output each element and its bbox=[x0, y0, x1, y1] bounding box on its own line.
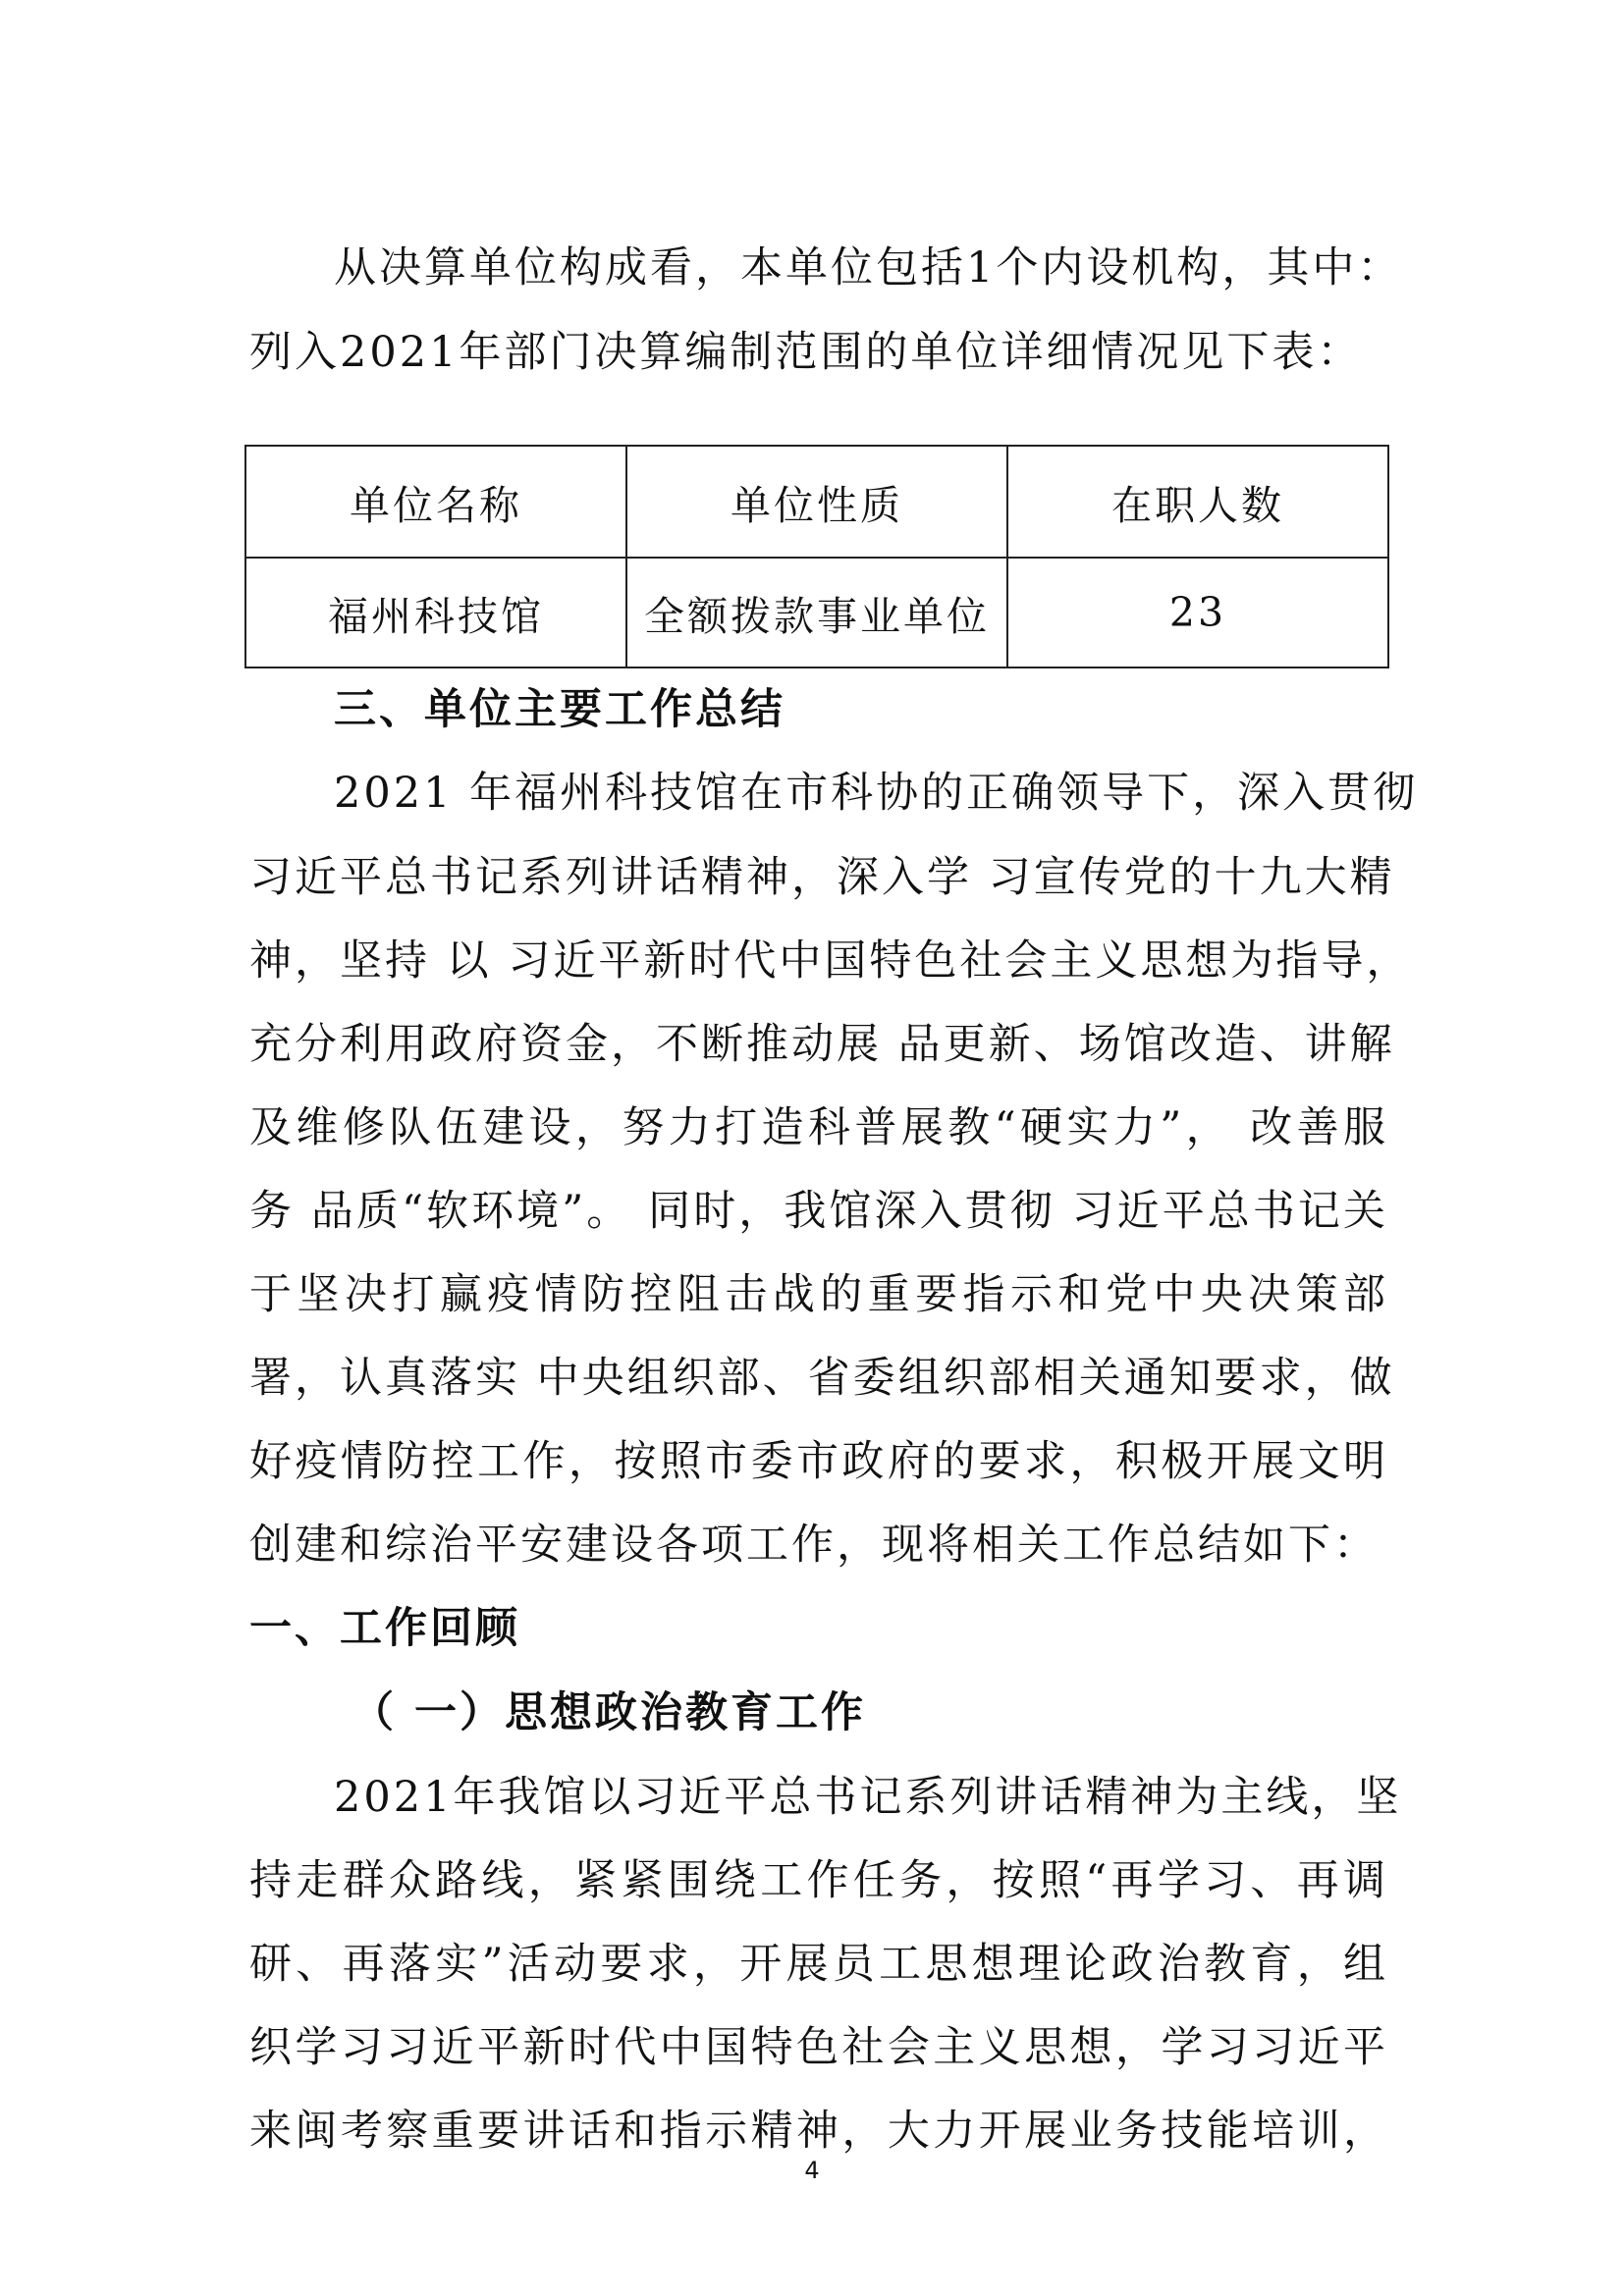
paragraph-line: 署，认真落实 中央组织部、省委组织部相关通知要求，做 bbox=[249, 1354, 1395, 1403]
paragraph-line: 充分利用政府资金，不断推动展 品更新、场馆改造、讲解 bbox=[249, 1020, 1395, 1069]
paragraph-line: 2021 年福州科技馆在市科协的正确领导下，深入贯彻 bbox=[334, 769, 1419, 818]
table-row bbox=[245, 558, 1388, 667]
subsection-heading: （ 一）思想政治教育工作 bbox=[352, 1688, 866, 1737]
intro-line-1: 从决算单位构成看，本单位包括1个内设机构，其中： bbox=[334, 243, 1403, 293]
paragraph-line: 于坚决打赢疫情防控阻击战的重要指示和党中央决策部 bbox=[249, 1270, 1388, 1319]
table-header-cell: 单位名称 bbox=[245, 446, 626, 558]
table-header-cell: 在职人数 bbox=[1007, 446, 1388, 558]
table-header-cell: 单位性质 bbox=[626, 446, 1007, 558]
paragraph-line: 及维修队伍建设，努力打造科普展教“硬实力”， 改善服 bbox=[249, 1103, 1388, 1152]
table-cell: 全额拨款事业单位 bbox=[626, 558, 1007, 667]
paragraph-line: 创建和综治平安建设各项工作，现将相关工作总结如下： bbox=[249, 1521, 1379, 1570]
intro-line-2: 列入2021年部门决算编制范围的单位详细情况见下表： bbox=[249, 328, 1363, 377]
paragraph-line: 持走群众路线，紧紧围绕工作任务，按照“再学习、再调 bbox=[249, 1856, 1388, 1905]
review-heading: 一、工作回顾 bbox=[249, 1604, 520, 1653]
paragraph-line: 来闽考察重要讲话和指示精神，大力开展业务技能培训， bbox=[249, 2107, 1388, 2156]
paragraph-line: 务 品质“软环境”。 同时，我馆深入贯彻 习近平总书记关 bbox=[249, 1187, 1388, 1236]
paragraph-line: 研、再落实”活动要求，开展员工思想理论政治教育，组 bbox=[249, 1940, 1388, 1989]
paragraph-line: 习近平总书记系列讲话精神，深入学 习宣传党的十九大精 bbox=[249, 853, 1395, 902]
paragraph-line: 神，坚持 以 习近平新时代中国特色社会主义思想为指导， bbox=[249, 936, 1412, 986]
table-header-row bbox=[245, 446, 1388, 558]
page-number: 4 bbox=[804, 2157, 820, 2184]
paragraph-line: 好疫情防控工作，按照市委市政府的要求，积极开展文明 bbox=[249, 1437, 1388, 1486]
paragraph-line: 2021年我馆以习近平总书记系列讲话精神为主线，坚 bbox=[334, 1773, 1402, 1822]
table-cell: 福州科技馆 bbox=[245, 558, 626, 667]
unit-table bbox=[244, 445, 1389, 668]
table-cell: 23 bbox=[1007, 558, 1388, 667]
section-heading: 三、单位主要工作总结 bbox=[334, 685, 785, 734]
paragraph-line: 织学习习近平新时代中国特色社会主义思想，学习习近平 bbox=[249, 2023, 1388, 2072]
